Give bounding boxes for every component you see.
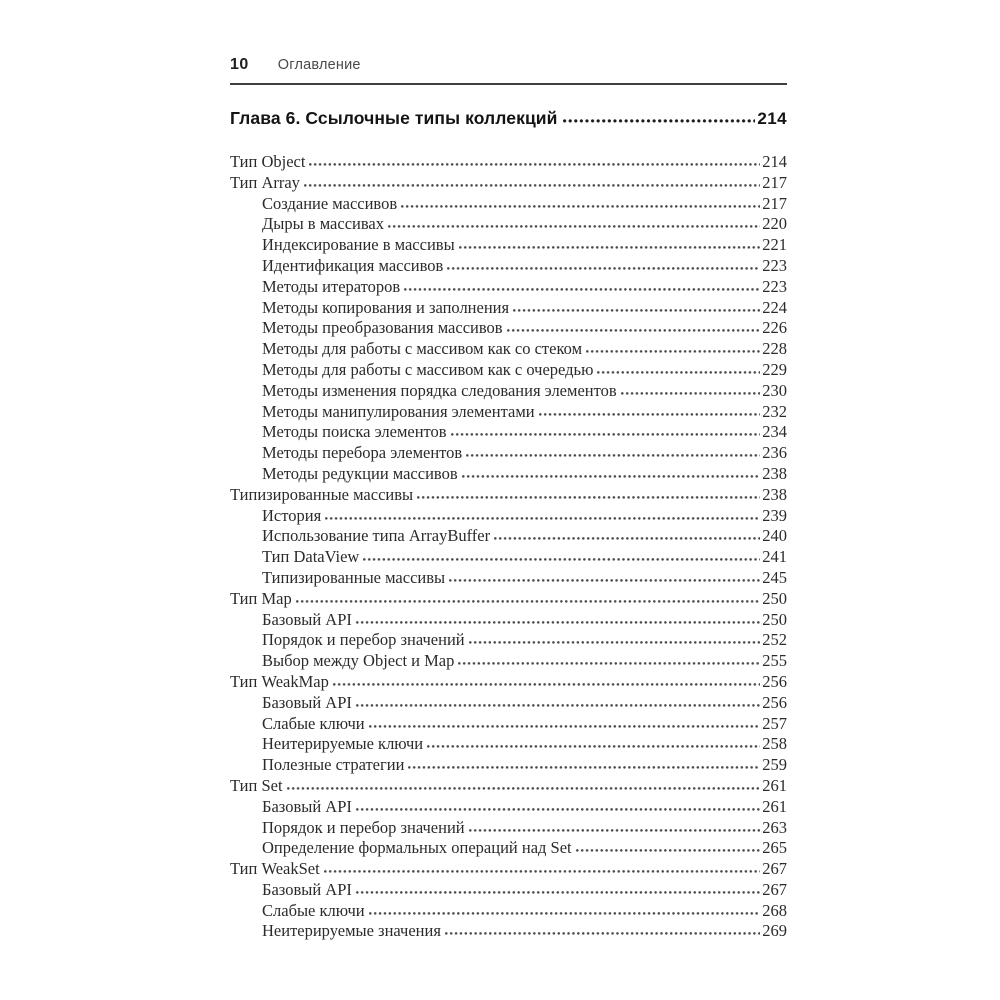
toc-entry-label: Методы поиска элементов xyxy=(262,422,447,442)
dot-leader xyxy=(287,786,761,791)
toc-entry xyxy=(230,485,787,506)
toc-entry-label: Дыры в массивах xyxy=(262,214,384,234)
toc-entry xyxy=(230,194,787,215)
toc-entry-label: Тип WeakSet xyxy=(230,859,320,879)
toc-entry-page: 224 xyxy=(762,297,787,317)
toc-entry xyxy=(230,838,787,859)
dot-leader xyxy=(507,328,761,333)
header-rule xyxy=(230,83,787,85)
toc-entry-label: Неитерируемые значения xyxy=(262,921,441,941)
dot-leader xyxy=(459,245,761,250)
toc-entry xyxy=(230,526,787,547)
toc-entry-page: 234 xyxy=(762,422,787,442)
running-title: Оглавление xyxy=(277,57,361,73)
dot-leader xyxy=(325,516,760,521)
dot-leader xyxy=(451,432,761,437)
dot-leader xyxy=(449,578,760,583)
dot-leader xyxy=(388,224,760,229)
toc-entry-label: Порядок и перебор значений xyxy=(262,817,465,837)
toc-entry-label: Тип Object xyxy=(230,152,306,171)
toc-entry-page: 226 xyxy=(762,318,787,338)
toc-entry-page: 259 xyxy=(762,755,787,775)
page-header xyxy=(230,56,787,74)
toc-entry xyxy=(230,797,787,818)
toc-list xyxy=(230,152,787,942)
toc-entry xyxy=(230,402,787,423)
dot-leader xyxy=(576,848,761,853)
toc-entry xyxy=(230,734,787,755)
toc-entry-label: Методы преобразования массивов xyxy=(262,318,503,338)
toc-entry-label: Тип DataView xyxy=(262,547,360,567)
toc-entry-page: 229 xyxy=(762,359,787,379)
toc-entry-label: Базовый API xyxy=(262,609,352,629)
toc-entry xyxy=(230,381,787,402)
toc-entry xyxy=(230,339,787,360)
toc-entry-label: Слабые ключи xyxy=(262,900,365,920)
toc-entry xyxy=(230,256,787,277)
toc-entry-label: Неитерируемые ключи xyxy=(262,734,424,754)
toc-entry xyxy=(230,506,787,527)
toc-entry xyxy=(230,277,787,298)
toc-entry-label: Порядок и перебор значений xyxy=(262,630,465,650)
toc-entry-page: 250 xyxy=(762,588,787,608)
toc-entry-label: Тип Array xyxy=(230,172,300,192)
toc-entry-label: Выбор между Object и Map xyxy=(262,651,455,671)
dot-leader xyxy=(427,744,760,749)
toc-entry-page: 258 xyxy=(762,734,787,754)
toc-entry-page: 255 xyxy=(762,651,787,671)
toc-entry-page: 252 xyxy=(762,630,787,650)
toc-entry-page: 261 xyxy=(762,796,787,816)
toc-entry-label: Определение формальных операций над Set xyxy=(262,838,572,858)
dot-leader xyxy=(356,703,760,708)
toc-entry xyxy=(230,235,787,256)
toc-entry-label: История xyxy=(262,505,322,525)
toc-entry xyxy=(230,880,787,901)
toc-entry xyxy=(230,173,787,194)
toc-entry-page: 263 xyxy=(762,817,787,837)
toc-entry-page: 256 xyxy=(762,692,787,712)
dot-leader xyxy=(494,536,760,541)
dot-leader xyxy=(539,412,761,417)
dot-leader xyxy=(563,118,756,124)
toc-entry xyxy=(230,547,787,568)
dot-leader xyxy=(445,931,760,936)
toc-entry-page: 250 xyxy=(762,609,787,629)
toc-entry-page: 256 xyxy=(762,671,787,691)
toc-entry-label: Базовый API xyxy=(262,879,352,899)
dot-leader xyxy=(586,349,760,354)
dot-leader xyxy=(469,640,761,645)
dot-leader xyxy=(513,308,760,313)
toc-entry-page: 223 xyxy=(762,276,787,296)
page-content xyxy=(230,56,787,942)
dot-leader xyxy=(408,765,760,770)
dot-leader xyxy=(356,807,760,812)
toc-entry-label: Методы редукции массивов xyxy=(262,463,458,483)
toc-entry xyxy=(230,152,787,173)
dot-leader xyxy=(621,391,761,396)
dot-leader xyxy=(447,266,760,271)
toc-entry-page: 239 xyxy=(762,505,787,525)
toc-entry-label: Методы манипулирования элементами xyxy=(262,401,535,421)
toc-entry-page: 230 xyxy=(762,380,787,400)
toc-entry-page: 269 xyxy=(762,921,787,941)
toc-entry xyxy=(230,776,787,797)
toc-entry-label: Использование типа ArrayBuffer xyxy=(262,526,491,546)
dot-leader xyxy=(404,287,760,292)
toc-entry-page: 265 xyxy=(762,838,787,858)
dot-leader xyxy=(401,204,760,209)
toc-entry-label: Базовый API xyxy=(262,796,352,816)
toc-entry-label: Идентификация массивов xyxy=(262,255,444,275)
toc-entry xyxy=(230,921,787,942)
toc-entry xyxy=(230,214,787,235)
toc-entry-label: Тип WeakMap xyxy=(230,671,329,691)
chapter-title: Глава 6. Ссылочные типы коллекций xyxy=(230,108,558,128)
toc-entry-page: 238 xyxy=(762,484,787,504)
toc-entry-page: 214 xyxy=(762,152,787,171)
toc-entry xyxy=(230,755,787,776)
toc-entry xyxy=(230,693,787,714)
toc-entry-page: 240 xyxy=(762,526,787,546)
toc-entry-page: 241 xyxy=(762,547,787,567)
toc-entry-page: 268 xyxy=(762,900,787,920)
toc-entry-page: 217 xyxy=(762,172,787,192)
toc-entry xyxy=(230,568,787,589)
dot-leader xyxy=(324,869,761,874)
dot-leader xyxy=(304,183,760,188)
toc-entry-page: 267 xyxy=(762,859,787,879)
toc-entry-page: 228 xyxy=(762,339,787,359)
toc-entry xyxy=(230,360,787,381)
toc-entry xyxy=(230,422,787,443)
toc-entry xyxy=(230,859,787,880)
dot-leader xyxy=(309,162,760,167)
dot-leader xyxy=(356,890,760,895)
dot-leader xyxy=(363,557,760,562)
toc-entry-page: 220 xyxy=(762,214,787,234)
toc-entry-label: Методы для работы с массивом как со стеком xyxy=(262,339,583,359)
dot-leader xyxy=(356,620,760,625)
toc-entry-page: 238 xyxy=(762,463,787,483)
toc-entry xyxy=(230,298,787,319)
toc-entry-label: Полезные стратегии xyxy=(262,755,405,775)
toc-entry-page: 261 xyxy=(762,775,787,795)
toc-entry-label: Методы для работы с массивом как с очередью xyxy=(262,359,594,379)
dot-leader xyxy=(458,661,760,666)
toc-entry xyxy=(230,318,787,339)
chapter-heading xyxy=(230,108,787,131)
toc-entry-label: Тип Set xyxy=(230,775,283,795)
toc-entry-page: 221 xyxy=(762,235,787,255)
dot-leader xyxy=(466,453,760,458)
toc-entry-label: Слабые ключи xyxy=(262,713,365,733)
toc-entry-page: 236 xyxy=(762,443,787,463)
toc-entry-page: 232 xyxy=(762,401,787,421)
toc-entry-page: 223 xyxy=(762,255,787,275)
toc-entry-page: 217 xyxy=(762,193,787,213)
toc-entry xyxy=(230,901,787,922)
dot-leader xyxy=(333,682,760,687)
dot-leader xyxy=(296,599,761,604)
chapter-page-number: 214 xyxy=(757,109,787,128)
dot-leader xyxy=(469,828,761,833)
toc-entry-label: Базовый API xyxy=(262,692,352,712)
toc-entry xyxy=(230,714,787,735)
toc-entry-label: Тип Map xyxy=(230,588,292,608)
toc-entry-page: 245 xyxy=(762,567,787,587)
toc-entry xyxy=(230,651,787,672)
toc-entry-label: Типизированные массивы xyxy=(230,484,414,504)
toc-entry-label: Методы итераторов xyxy=(262,276,401,296)
toc-entry xyxy=(230,443,787,464)
dot-leader xyxy=(462,474,761,479)
dot-leader xyxy=(369,911,761,916)
toc-entry xyxy=(230,818,787,839)
toc-entry xyxy=(230,464,787,485)
dot-leader xyxy=(597,370,760,375)
toc-entry xyxy=(230,610,787,631)
toc-entry xyxy=(230,589,787,610)
toc-entry-label: Методы изменения порядка следования элементов xyxy=(262,380,617,400)
toc-entry-label: Методы перебора элементов xyxy=(262,443,463,463)
toc-entry xyxy=(230,630,787,651)
toc-entry-page: 257 xyxy=(762,713,787,733)
toc-entry-label: Индексирование в массивы xyxy=(262,235,455,255)
toc-entry xyxy=(230,672,787,693)
dot-leader xyxy=(369,724,761,729)
toc-entry-page: 267 xyxy=(762,879,787,899)
toc-entry-label: Методы копирования и заполнения xyxy=(262,297,510,317)
page-number: 10 xyxy=(230,56,249,73)
toc-entry-label: Типизированные массивы xyxy=(262,567,446,587)
dot-leader xyxy=(417,495,760,500)
toc-entry-label: Создание массивов xyxy=(262,193,398,213)
